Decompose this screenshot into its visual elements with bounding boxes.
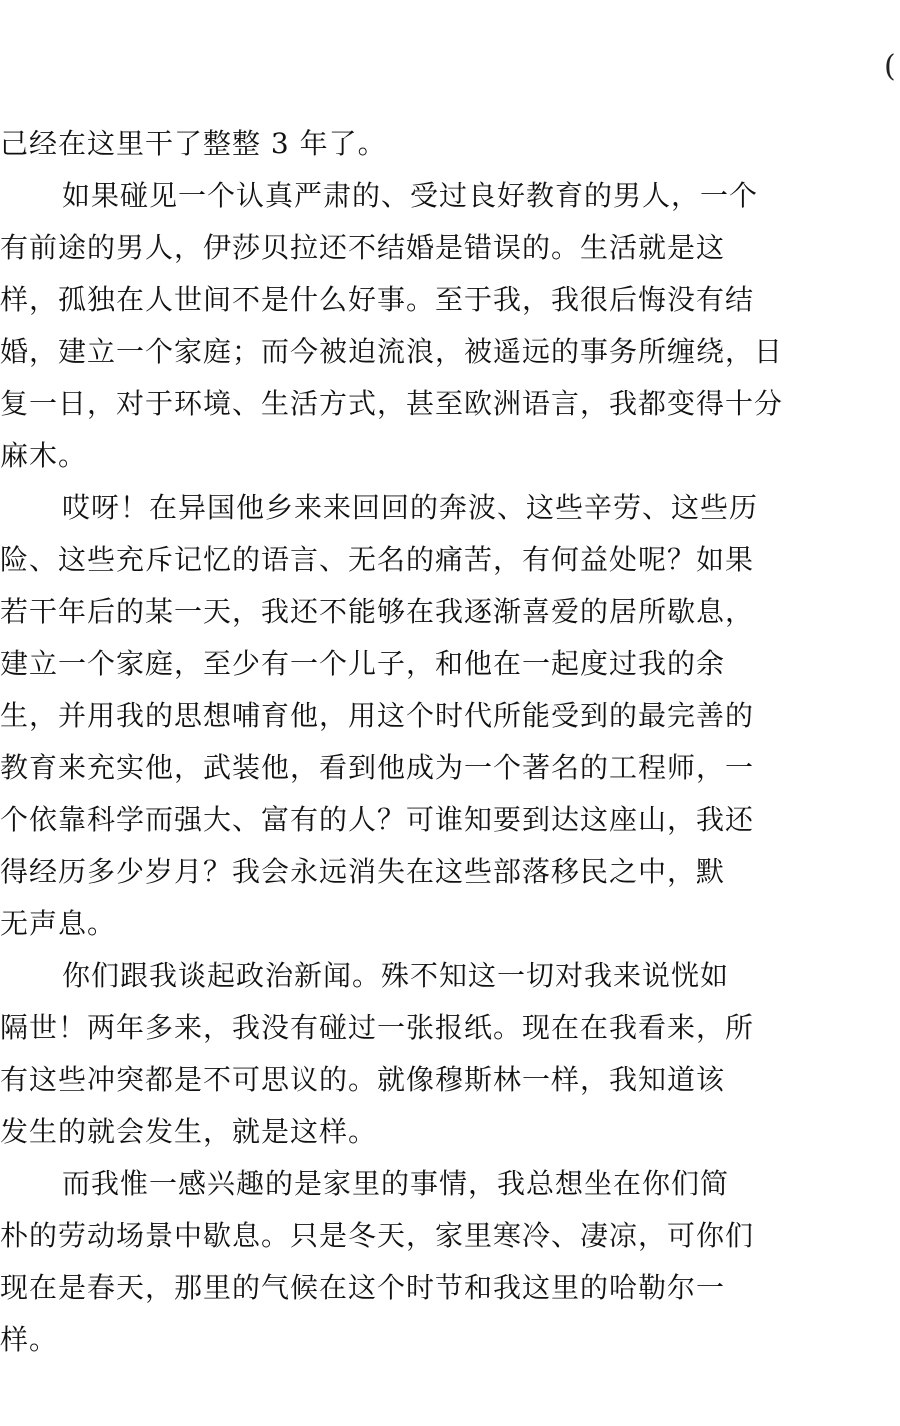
text-line: 样，孤独在人世间不是什么好事。至于我，我很后悔没有结 [0, 283, 755, 316]
text-line: 麻木。 [0, 439, 88, 472]
text-line: 复一日，对于环境、生活方式，甚至欧洲语言，我都变得十分 [0, 387, 784, 420]
text-line: 发生的就会发生，就是这样。 [0, 1115, 378, 1148]
text-line: 得经历多少岁月？我会永远消失在这些部落移民之中，默 [0, 855, 726, 888]
text-line: 有这些冲突都是不可思议的。就像穆斯林一样，我知道该 [0, 1063, 726, 1096]
text-line: 若干年后的某一天，我还不能够在我逐渐喜爱的居所歇息， [0, 595, 755, 628]
text-line: 生，并用我的思想哺育他，用这个时代所能受到的最完善的 [0, 699, 755, 732]
paragraph-first-line: 哎呀！在异国他乡来来回回的奔波、这些辛劳、这些历 [62, 491, 759, 524]
text-line: 险、这些充斥记忆的语言、无名的痛苦，有何益处呢？如果 [0, 543, 755, 576]
text-line: 婚，建立一个家庭；而今被迫流浪，被遥远的事务所缠绕，日 [0, 335, 784, 368]
paragraph-first-line: 你们跟我谈起政治新闻。殊不知这一切对我来说恍如 [62, 959, 730, 992]
text-line: 现在是春天，那里的气候在这个时节和我这里的哈勒尔一 [0, 1271, 726, 1304]
text-line: 己经在这里干了整整 3 年了。 [0, 127, 387, 160]
paragraph-first-line: 如果碰见一个认真严肃的、受过良好教育的男人，一个 [62, 179, 759, 212]
text-line: 朴的劳动场景中歇息。只是冬天，家里寒冷、凄凉，可你们 [0, 1219, 755, 1252]
text-line: 隔世！两年多来，我没有碰过一张报纸。现在在我看来，所 [0, 1011, 755, 1044]
text-line: 无声息。 [0, 907, 117, 940]
text-line: 个依靠科学而强大、富有的人？可谁知要到达这座山，我还 [0, 803, 755, 836]
text-line: 教育来充实他，武装他，看到他成为一个著名的工程师，一 [0, 751, 755, 784]
text-line: 有前途的男人，伊莎贝拉还不结婚是错误的。生活就是这 [0, 231, 726, 264]
page-edge-parenthesis: ( [884, 49, 896, 84]
text-line: 样。 [0, 1323, 59, 1356]
text-line: 建立一个家庭，至少有一个儿子，和他在一起度过我的余 [0, 647, 726, 680]
paragraph-first-line: 而我惟一感兴趣的是家里的事情，我总想坐在你们简 [62, 1167, 730, 1200]
